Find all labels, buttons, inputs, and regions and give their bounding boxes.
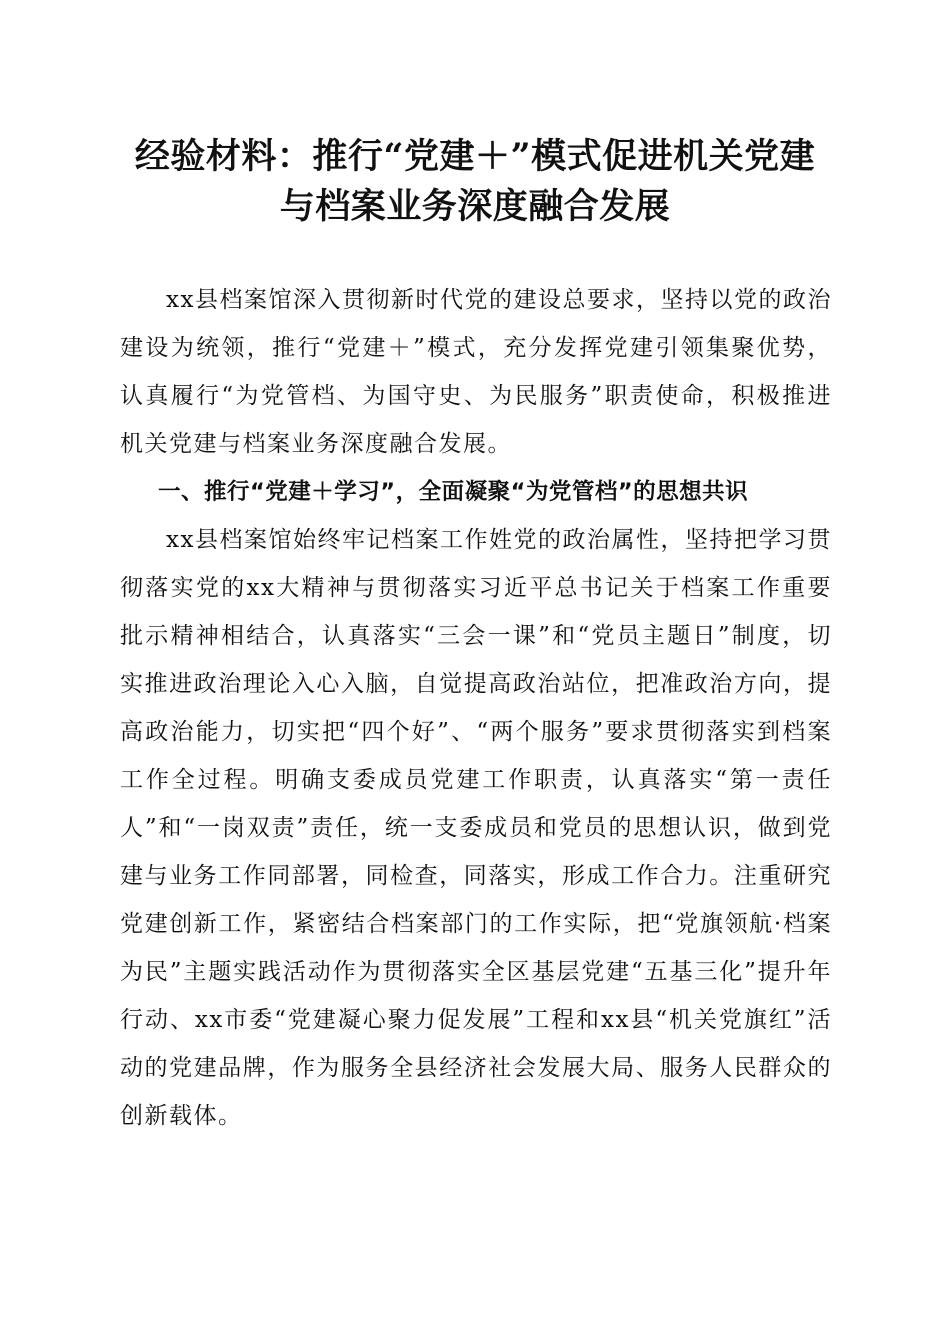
document-title [100, 132, 850, 232]
title-line-2: 与档案业务深度融合发展 [279, 186, 671, 227]
title-line-1: 经验材料：推行“党建＋”模式促进机关党建 [134, 136, 816, 177]
section-1-paragraph: xx县档案馆始终牢记档案工作姓党的政治属性，坚持把学习贯彻落实党的xx大精神与贯彻落实习近平总书记关于档案工作重要批示精神相结合，认真落实“三会一课”和“党员主题日”制度，切实推进政治理论入心入脑，自觉提高政治站位，把准政治方向，提高政治能力，切实把“四个好”、“两个服务”要求贯彻落实到档案工作全过程。明确支委成员党建工作职责，认真落实“第一责任人”和“一岗双责”责任，统一支委成员和党员的思想认识，做到党建与业务工作同部署，同检查，同落实，形成工作合力。注重研究党建创新工作，紧密结合档案部门的工作实际，把“党旗领航·档案为民”主题实践活动作为贯彻落实全区基层党建“五基三化”提升年行动、xx市委“党建凝心聚力促发展”工程和xx县“机关党旗红”活动的党建品牌，作为服务全县经济社会发展大局、服务人民群众的创新载体。 [120, 527, 832, 1129]
document-body [120, 276, 832, 1140]
intro-paragraph: xx县档案馆深入贯彻新时代党的建设总要求，坚持以党的政治建设为统领，推行“党建＋”模式，充分发挥党建引领集聚优势，认真履行“为党管档、为国守史、为民服务”职责使命，积极推进机关党建与档案业务深度融合发展。 [120, 287, 832, 457]
section-heading-1: 一、推行“党建＋学习”，全面凝聚“为党管档”的思想共识 [158, 479, 749, 505]
